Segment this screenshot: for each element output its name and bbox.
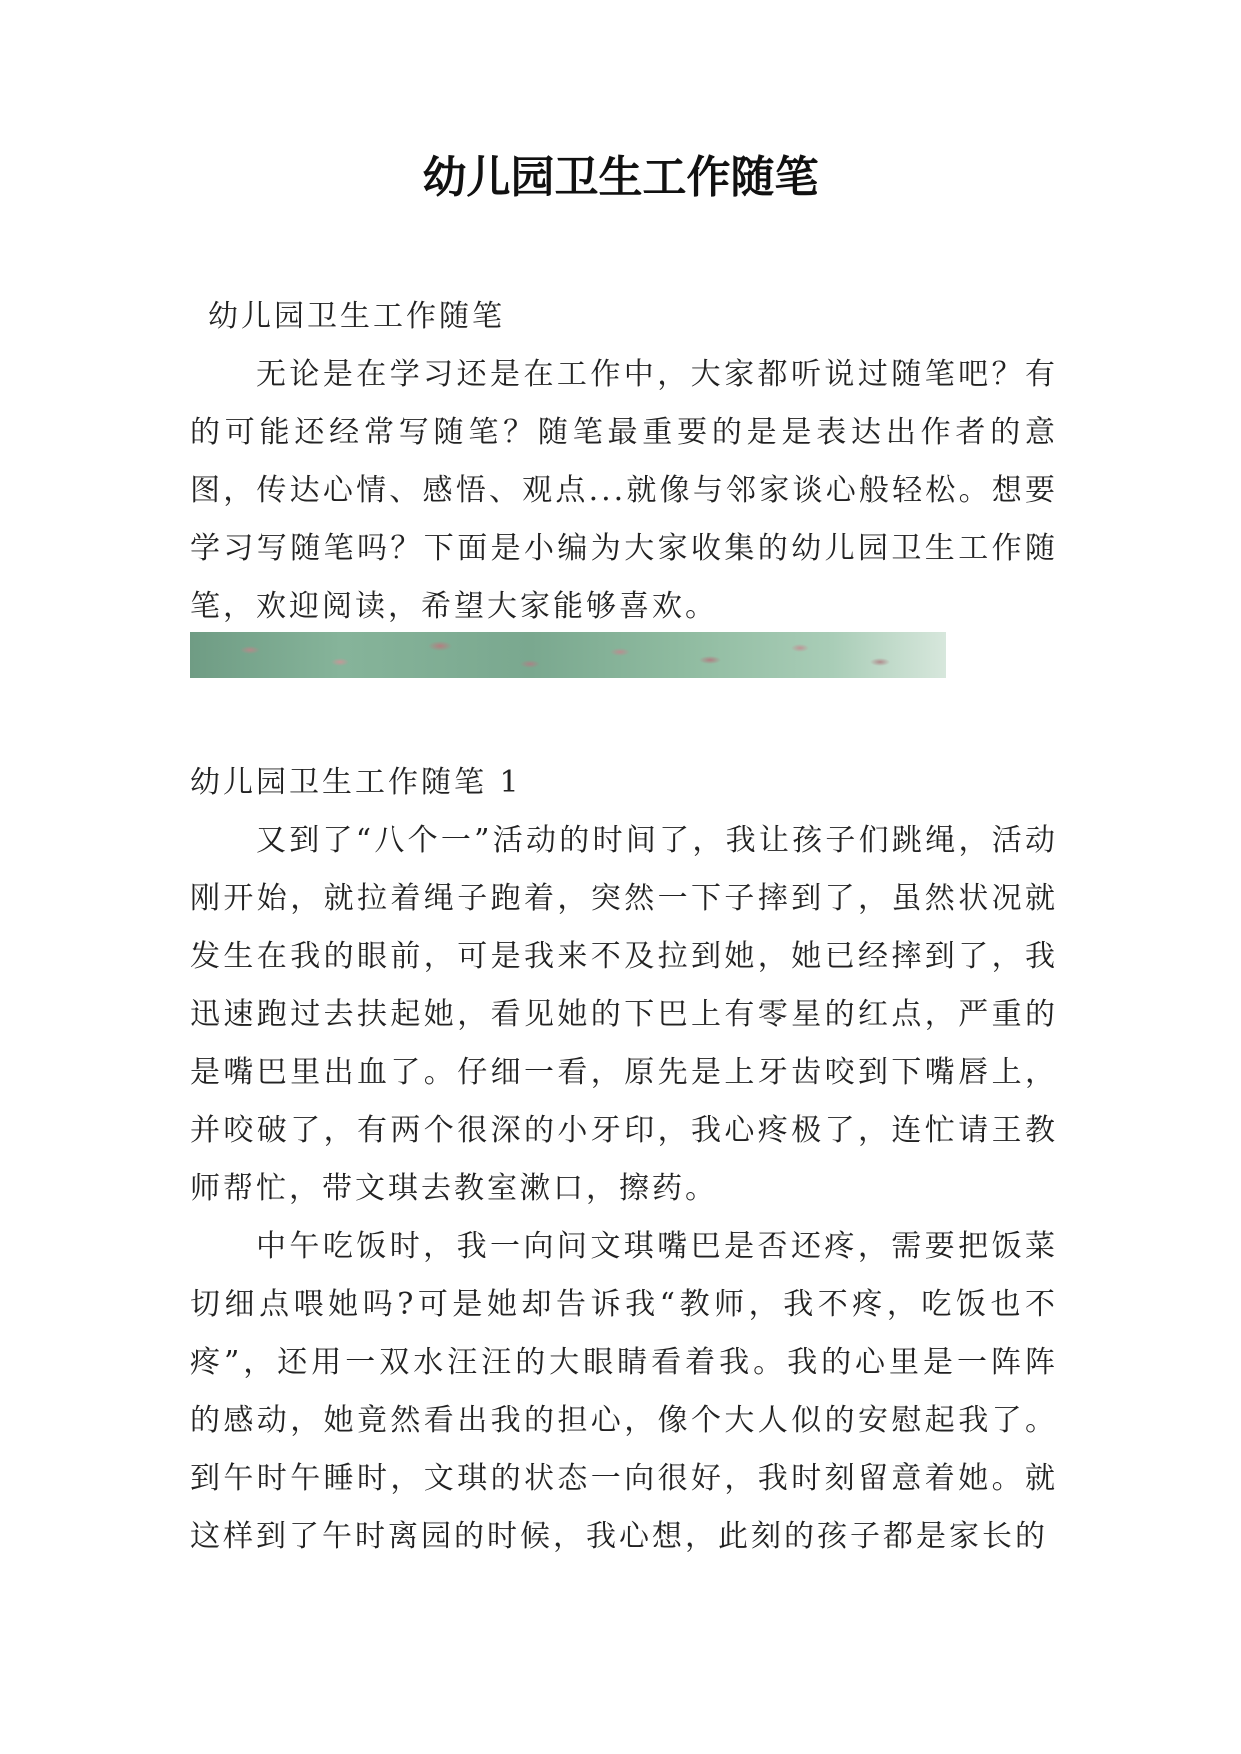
decorative-banner-image bbox=[190, 632, 946, 678]
intro-paragraph: 无论是在学习还是在工作中，大家都听说过随笔吧？有的可能还经常写随笔？随笔最重要的是是表达出作者的意图，传达心情、感悟、观点...就像与邻家谈心般轻松。想要学习写随笔吗？下面是小编为大家收集的幼儿园卫生工作随笔，欢迎阅读，希望大家能够喜欢。 bbox=[190, 357, 1058, 624]
section-1-body bbox=[190, 812, 1058, 1566]
section-1-heading: 幼儿园卫生工作随笔 1 bbox=[190, 765, 522, 800]
section-1-paragraph: 中午吃饭时，我一向问文琪嘴巴是否还疼，需要把饭菜切细点喂她吗?可是她却告诉我“教师，我不疼，吃饭也不疼”，还用一双水汪汪的大眼睛看着我。我的心里是一阵阵的感动，她竟然看出我的担心，像个大人似的安慰起我了。到午时午睡时，文琪的状态一向很好，我时刻留意着她。就这样到了午时离园的时候，我心想，此刻的孩子都是家长的 bbox=[190, 1229, 1058, 1554]
intro-heading: 幼儿园卫生工作随笔 bbox=[208, 299, 505, 334]
intro-section bbox=[190, 346, 1058, 636]
document-title: 幼儿园卫生工作随笔 bbox=[422, 152, 819, 203]
section-1-paragraph: 又到了“八个一”活动的时间了，我让孩子们跳绳，活动刚开始，就拉着绳子跑着，突然一下子摔到了，虽然状况就发生在我的眼前，可是我来不及拉到她，她已经摔到了，我迅速跑过去扶起她，看见她的下巴上有零星的红点，严重的是嘴巴里出血了。仔细一看，原先是上牙齿咬到下嘴唇上，并咬破了，有两个很深的小牙印，我心疼极了，连忙请王教师帮忙，带文琪去教室漱口，擦药。 bbox=[190, 823, 1058, 1206]
